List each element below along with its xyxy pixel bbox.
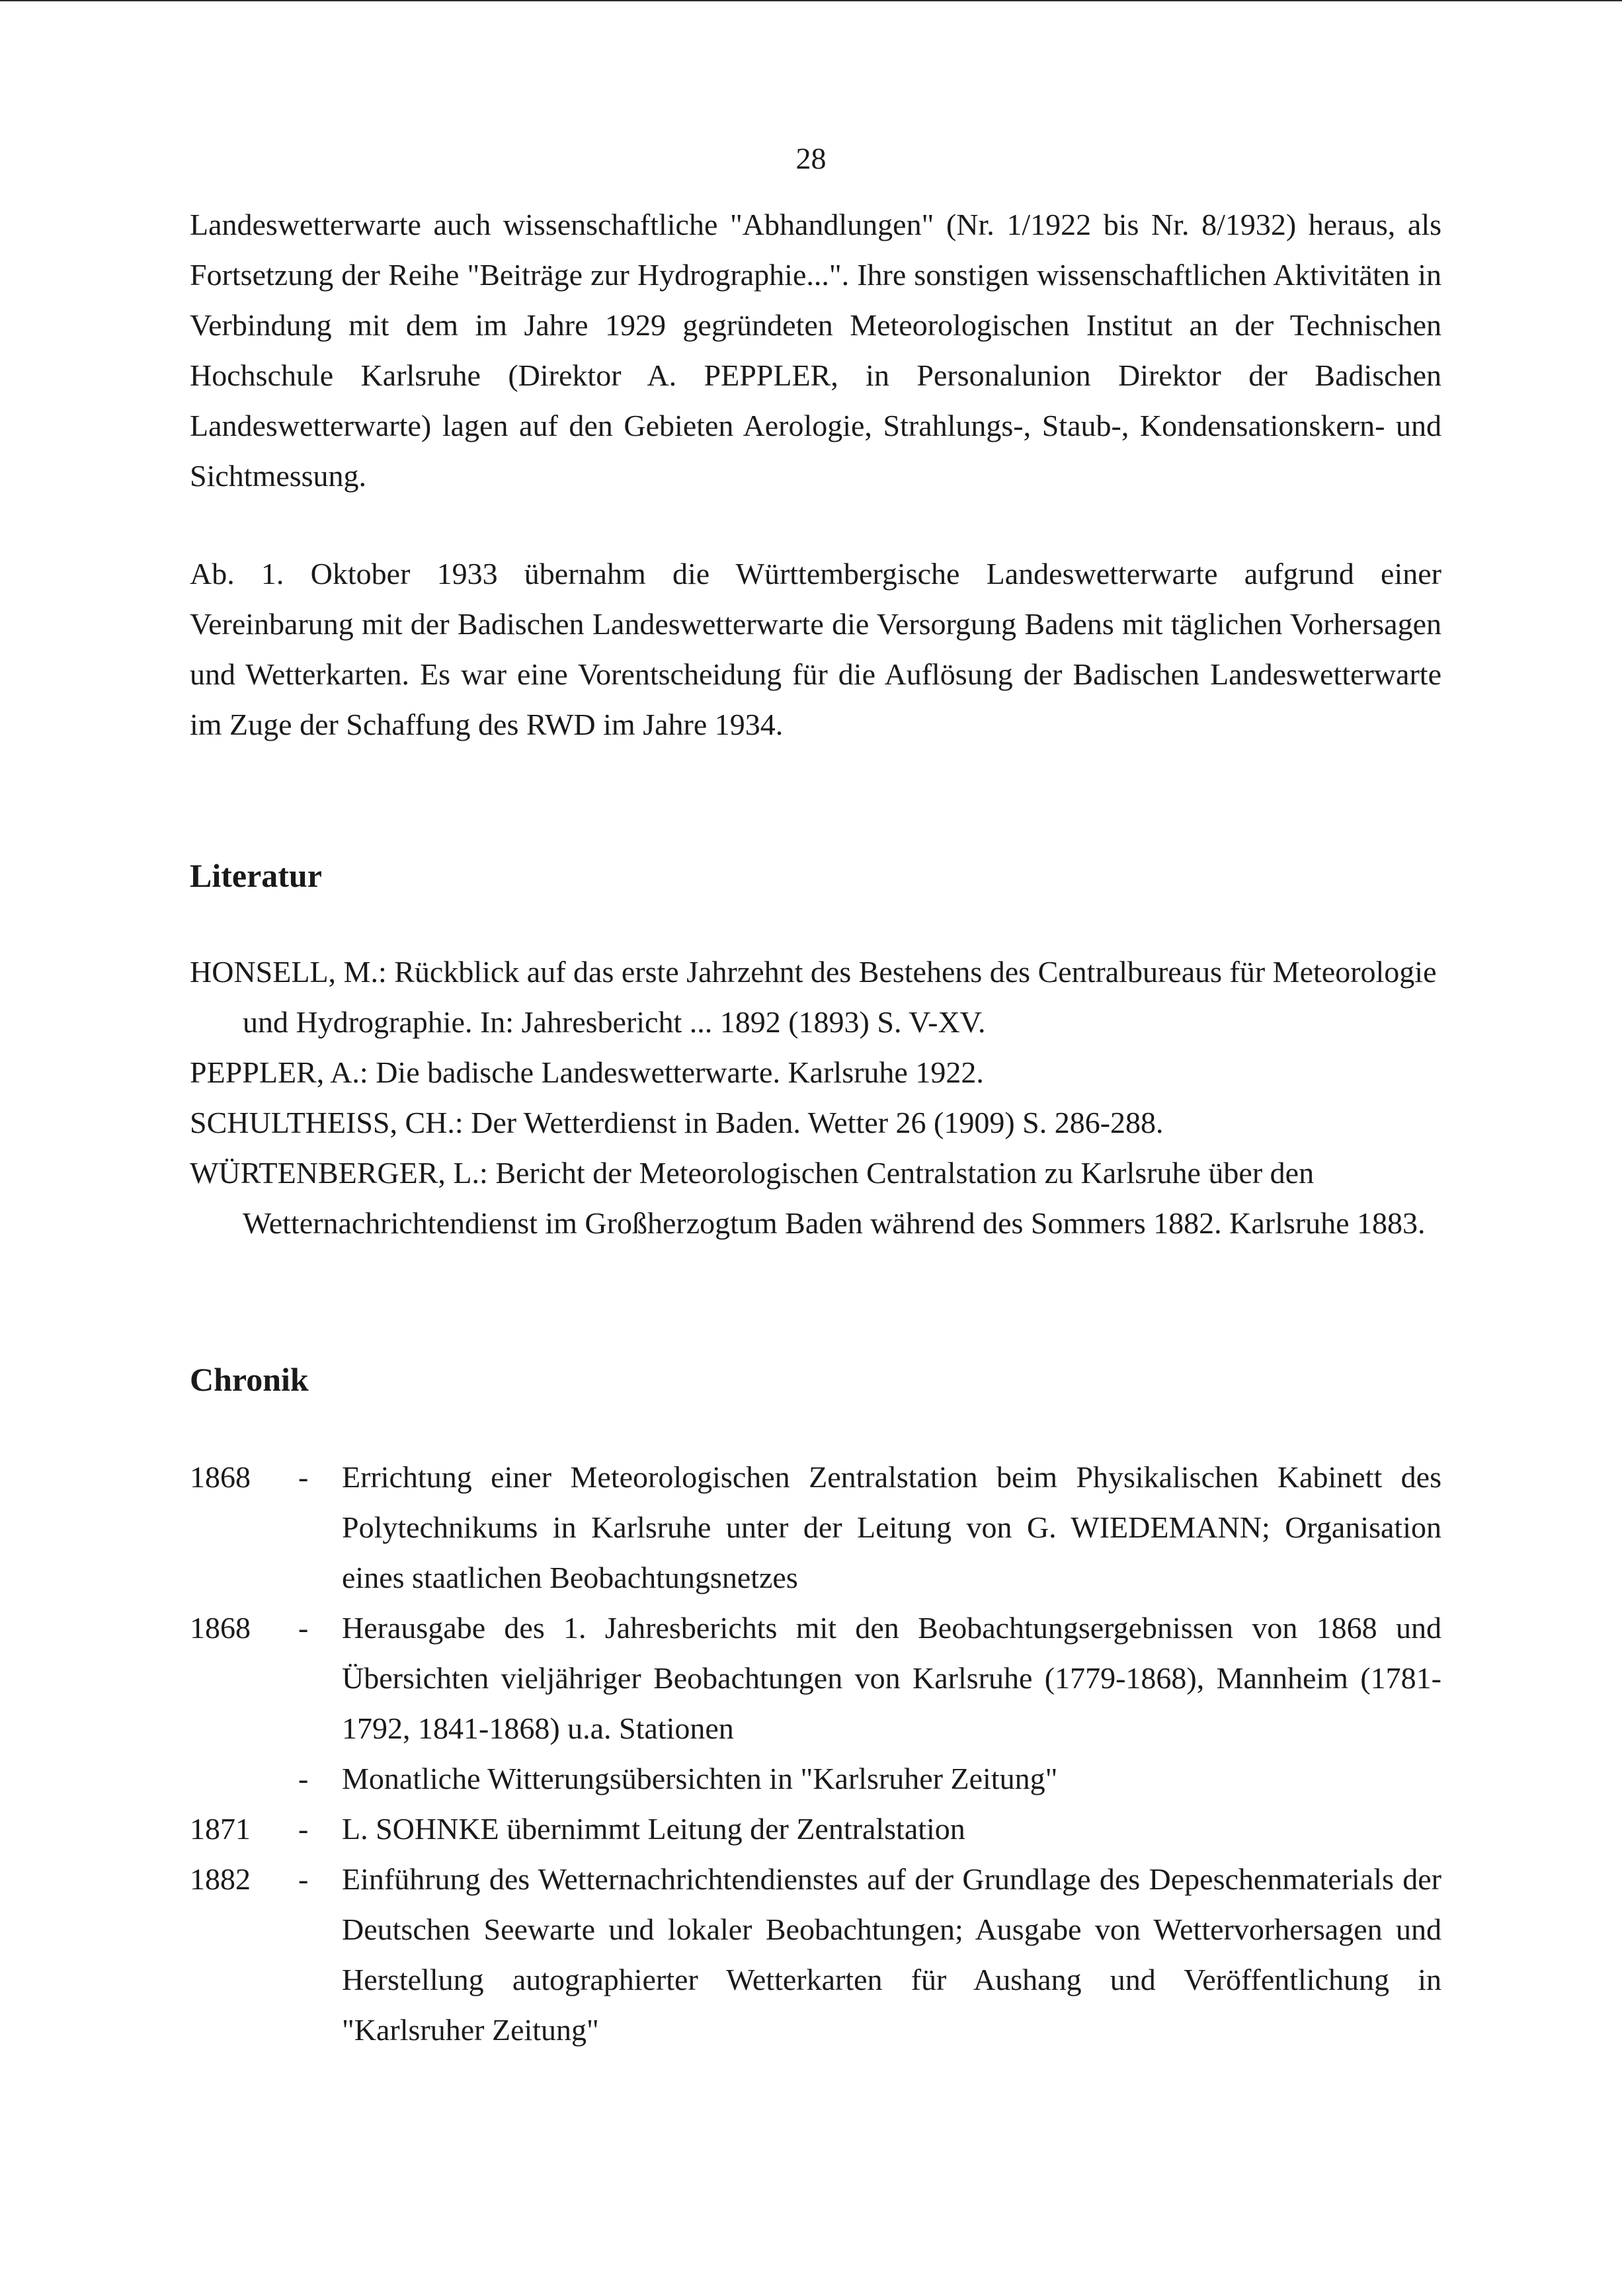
chronik-text: Herausgabe des 1. Jahresberichts mit den Beobachtungsergebnissen von 1868 und Übersichten vieljähriger Beobachtungen von Karlsruhe (1779-1868), Mannheim (1781-1792, 1841-1868) u.a. Stationen	[342, 1611, 1441, 1745]
intro-paragraph-2: Ab. 1. Oktober 1933 übernahm die Württembergische Landeswetterwarte aufgrund einer Vereinbarung mit der Badischen Landeswetterwarte die Versorgung Badens mit täglichen Vorhersagen und Wetterkarten. Es war eine Vorentscheidung für die Auflösung der Badischen Landeswetterwarte im Zuge der Schaffung des RWD im Jahre 1934.	[190, 557, 1441, 741]
chronik-dash: -	[298, 1862, 309, 1896]
chronik-dash: -	[298, 1611, 309, 1645]
literatur-heading: Literatur	[190, 857, 322, 894]
chronik-heading: Chronik	[190, 1361, 309, 1398]
chronik-year: 1868	[190, 1460, 251, 1494]
chronik-year: 1882	[190, 1862, 251, 1896]
chronik-year	[190, 1754, 289, 1804]
literatur-entry: WÜRTENBERGER, L.: Bericht der Meteorologischen Centralstation zu Karlsruhe über den Wetternachrichtendienst im Großherzogtum Baden während des Sommers 1882. Karlsruhe 1883.	[190, 1156, 1426, 1240]
chronik-text: Monatliche Witterungsübersichten in "Karlsruher Zeitung"	[342, 1762, 1058, 1795]
chronik-text: Errichtung einer Meteorologischen Zentralstation beim Physikalischen Kabinett des Polytechnikums in Karlsruhe unter der Leitung von G. WIEDEMANN; Organisation eines staatlichen Beobachtungsnetzes	[342, 1460, 1441, 1594]
chronik-dash: -	[298, 1762, 309, 1795]
chronik-text: Einführung des Wetternachrichtendienstes auf der Grundlage des Depeschenmaterials der Deutschen Seewarte und lokaler Beobachtungen; Ausgabe von Wettervorhersagen und Herstellung autographierter Wetterkarten für Aushang und Veröffentlichung in "Karlsruher Zeitung"	[342, 1862, 1441, 2047]
chronik-list	[190, 1452, 1441, 2055]
chronik-text: L. SOHNKE übernimmt Leitung der Zentralstation	[342, 1812, 965, 1846]
literatur-entry: SCHULTHEISS, CH.: Der Wetterdienst in Baden. Wetter 26 (1909) S. 286-288.	[190, 1106, 1164, 1139]
chronik-dash: -	[298, 1460, 309, 1494]
page-number: 28	[795, 142, 827, 175]
page-content	[190, 200, 1441, 2055]
chronik-dash: -	[298, 1812, 309, 1846]
literatur-entry: HONSELL, M.: Rückblick auf das erste Jahrzehnt des Bestehens des Centralbureaus für Meteorologie und Hydrographie. In: Jahresbericht ... 1892 (1893) S. V-XV.	[190, 955, 1437, 1039]
literatur-list	[190, 947, 1441, 1249]
intro-paragraph-1: Landeswetterwarte auch wissenschaftliche "Abhandlungen" (Nr. 1/1922 bis Nr. 8/1932) heraus, als Fortsetzung der Reihe "Beiträge zur Hydrographie...". Ihre sonstigen wissenschaftlichen Aktivitäten in Verbindung mit dem im Jahre 1929 gegründeten Meteorologischen Institut an der Technischen Hochschule Karlsruhe (Direktor A. PEPPLER, in Personalunion Direktor der Badischen Landeswetterwarte) lagen auf den Gebieten Aerologie, Strahlungs-, Staub-, Kondensationskern- und Sichtmessung.	[190, 208, 1441, 493]
chronik-year: 1868	[190, 1611, 251, 1645]
literatur-entry: PEPPLER, A.: Die badische Landeswetterwarte. Karlsruhe 1922.	[190, 1055, 984, 1089]
chronik-year: 1871	[190, 1812, 251, 1846]
